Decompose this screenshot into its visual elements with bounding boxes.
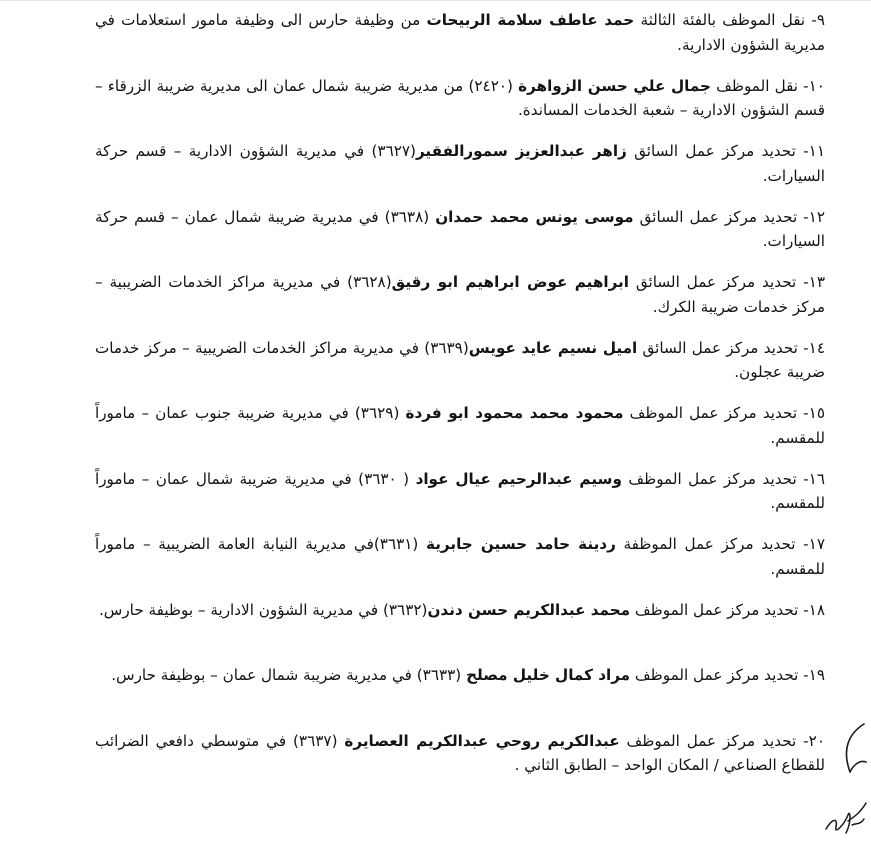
employee-name: ردينة حامد حسين جابرية	[426, 535, 616, 553]
employee-name: حمد عاطف سلامة الربيحات	[426, 11, 635, 29]
list-item	[95, 8, 825, 57]
item-text: ( ٣٦٣٠) في مديرية ضريبة شمال عمان – ماموراً للمقسم.	[95, 469, 825, 512]
item-text: (٣٦٣٢) في مديرية الشؤون الادارية – بوظيفة حارس.	[98, 600, 428, 619]
item-text: من وظيفة حارس الى وظيفة مامور استعلامات في مديرية الشؤون الادارية.	[95, 11, 825, 54]
list-item	[95, 598, 825, 647]
item-text: - تحديد مركز عمل الموظف	[630, 600, 809, 619]
item-text: - تحديد مركز عمل السائق	[628, 273, 809, 291]
item-text: (٣٦٣٣) في مديرية ضريبة شمال عمان – بوظيفة حارس.	[111, 666, 467, 684]
list-item	[95, 74, 825, 123]
employee-name: ابراهيم عوض ابراهيم ابو رقيق	[391, 273, 629, 291]
list-item	[95, 270, 825, 319]
item-text: - تحديد مركز عمل الموظف	[623, 404, 809, 422]
list-item	[95, 336, 825, 385]
employee-name: جمال علي حسن الزواهرة	[518, 76, 711, 95]
item-number: ١٠	[808, 76, 825, 95]
item-text: (٣٦٣٧) في متوسطي دافعي الضرائب للقطاع الصناعي / المكان الواحد – الطابق الثاني .	[95, 731, 825, 774]
employee-name: زاهر عبدالعزيز سمورالفقير	[415, 142, 627, 160]
item-number: ٩	[816, 11, 825, 29]
list-item	[95, 467, 825, 516]
list-item	[95, 139, 825, 188]
employee-name: عبدالكريم روحي عبدالكريم العصايرة	[344, 731, 620, 750]
item-text: (٣٦٣٩) في مديرية مراكز الخدمات الضريبية – مركز خدمات ضريبة عجلون.	[95, 338, 825, 381]
employee-name: محمود محمد محمود ابو فردة	[405, 404, 624, 422]
scan-edge-line	[0, 0, 871, 1]
employee-name: محمد عبدالكريم حسن دندن	[427, 600, 631, 619]
item-text: - تحديد مركز عمل الموظف	[619, 731, 809, 750]
item-text: (٣٦٢٩) في مديرية ضريبة جنوب عمان – ماموراً للمقسم.	[95, 404, 825, 447]
item-text: - نقل الموظف بالفئة الثالثة	[634, 11, 817, 29]
item-number: ١١	[808, 142, 825, 160]
item-number: ١٢	[808, 207, 825, 226]
employee-name: موسى يونس محمد حمدان	[435, 207, 634, 226]
list-item	[95, 205, 825, 254]
item-text: (٣٦٢٨) في مديرية مراكز الخدمات الضريبية – مركز خدمات ضريبة الكرك.	[95, 273, 825, 316]
item-number: ١٦	[808, 469, 825, 488]
item-text: (٣٦٣١)في مديرية النيابة العامة الضريبية – ماموراً للمقسم.	[95, 535, 825, 578]
employee-name: وسيم عبدالرحيم عيال عواد	[415, 469, 622, 488]
item-number: ١٩	[808, 666, 825, 684]
list-item	[95, 663, 825, 712]
document-body	[95, 8, 825, 794]
item-text: - تحديد مركز عمل السائق	[626, 142, 809, 160]
handwritten-signature	[822, 795, 870, 841]
item-text: - نقل الموظف	[710, 76, 809, 95]
item-text: - تحديد مركز عمل السائق	[637, 338, 809, 357]
list-item	[95, 729, 825, 778]
item-text: (٣٦٣٨) في مديرية ضريبة شمال عمان – قسم حركة السيارات.	[95, 207, 825, 250]
item-text: - تحديد مركز عمل الموظف	[621, 469, 809, 488]
employee-name: اميل نسيم عايد عويس	[468, 338, 638, 357]
item-text: - تحديد مركز عمل السائق	[633, 207, 809, 226]
item-number: ١٤	[808, 338, 825, 357]
list-item	[95, 401, 825, 450]
item-number: ١٥	[808, 404, 825, 422]
item-number: ١٣	[808, 273, 825, 291]
item-number: ١٨	[808, 600, 825, 619]
item-text: - تحديد مركز عمل الموظفة	[615, 535, 809, 553]
item-text: (٢٤٢٠) من مديرية ضريبة شمال عمان الى مديرية ضريبة الزرقاء – قسم الشؤون الادارية – شعبة الخدمات المساندة.	[95, 76, 825, 119]
handwritten-bracket-mark	[840, 720, 868, 780]
list-item	[95, 532, 825, 581]
item-number: ٢٠	[808, 731, 825, 750]
item-text: - تحديد مركز عمل الموظف	[630, 666, 809, 684]
item-text: (٣٦٢٧) في مديرية الشؤون الادارية – قسم حركة السيارات.	[95, 142, 825, 185]
employee-name: مراد كمال خليل مصلح	[466, 666, 631, 684]
item-number: ١٧	[808, 535, 825, 553]
